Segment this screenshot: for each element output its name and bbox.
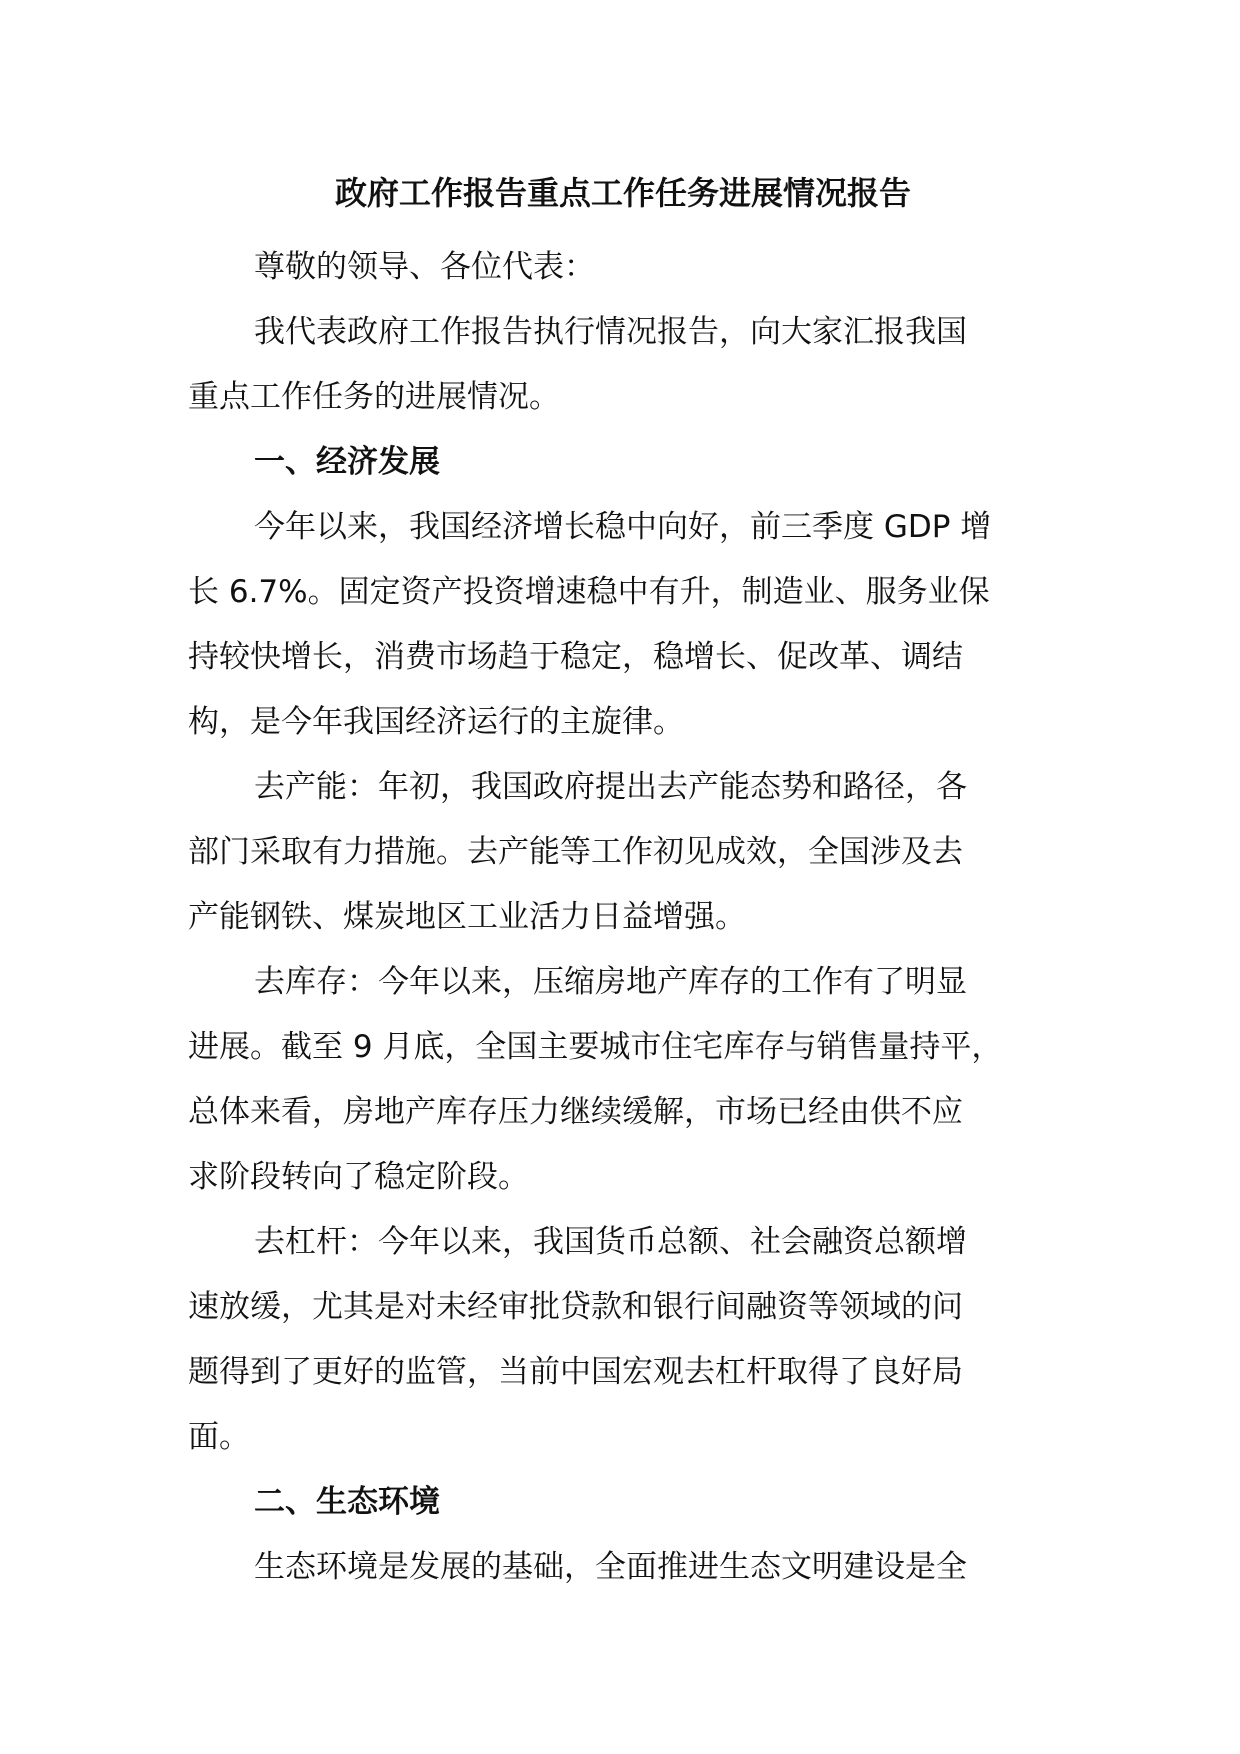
intro-paragraph (188, 300, 1058, 430)
inventory-reduction-line-3: 总体来看，房地产库存压力继续缓解，市场已经由供不应 (188, 1094, 963, 1130)
inventory-reduction-paragraph (188, 950, 1058, 1210)
economic-growth-paragraph (188, 495, 1058, 755)
economic-growth-line-4: 构，是今年我国经济运行的主旋律。 (188, 704, 684, 740)
inventory-reduction-line-1: 去库存：今年以来，压缩房地产库存的工作有了明显 (254, 964, 967, 1000)
economic-growth-line-2: 长 6.7%。固定资产投资增速稳中有升，制造业、服务业保 (188, 574, 990, 610)
document-title: 政府工作报告重点工作任务进展情况报告 (334, 174, 911, 212)
document-content (188, 172, 1058, 1600)
deleveraging-line-4: 面。 (188, 1419, 250, 1455)
inventory-reduction-line-4: 求阶段转向了稳定阶段。 (188, 1159, 529, 1195)
salutation: 尊敬的领导、各位代表： (254, 249, 595, 285)
section-heading-economic-development: 一、经济发展 (254, 444, 440, 480)
deleveraging-paragraph (188, 1210, 1058, 1470)
capacity-reduction-line-3: 产能钢铁、煤炭地区工业活力日益增强。 (188, 899, 746, 935)
economic-growth-line-3: 持较快增长，消费市场趋于稳定，稳增长、促改革、调结 (188, 639, 963, 675)
deleveraging-line-2: 速放缓，尤其是对未经审批贷款和银行间融资等领域的问 (188, 1289, 963, 1325)
section-heading-ecological-environment: 二、生态环境 (254, 1484, 440, 1520)
deleveraging-line-3: 题得到了更好的监管，当前中国宏观去杠杆取得了良好局 (188, 1354, 963, 1390)
deleveraging-line-1: 去杠杆：今年以来，我国货币总额、社会融资总额增 (254, 1224, 967, 1260)
inventory-reduction-line-2: 进展。截至 9 月底，全国主要城市住宅库存与销售量持平， (188, 1029, 1003, 1065)
capacity-reduction-line-2: 部门采取有力措施。去产能等工作初见成效，全国涉及去 (188, 834, 963, 870)
economic-growth-line-1: 今年以来，我国经济增长稳中向好，前三季度 GDP 增 (254, 509, 992, 545)
intro-line-2: 重点工作任务的进展情况。 (188, 379, 560, 415)
intro-line-1: 我代表政府工作报告执行情况报告，向大家汇报我国 (254, 314, 967, 350)
ecological-environment-paragraph (188, 1535, 1058, 1600)
ecological-environment-line-1: 生态环境是发展的基础，全面推进生态文明建设是全 (254, 1549, 967, 1585)
capacity-reduction-line-1: 去产能：年初，我国政府提出去产能态势和路径，各 (254, 769, 967, 805)
capacity-reduction-paragraph (188, 755, 1058, 950)
